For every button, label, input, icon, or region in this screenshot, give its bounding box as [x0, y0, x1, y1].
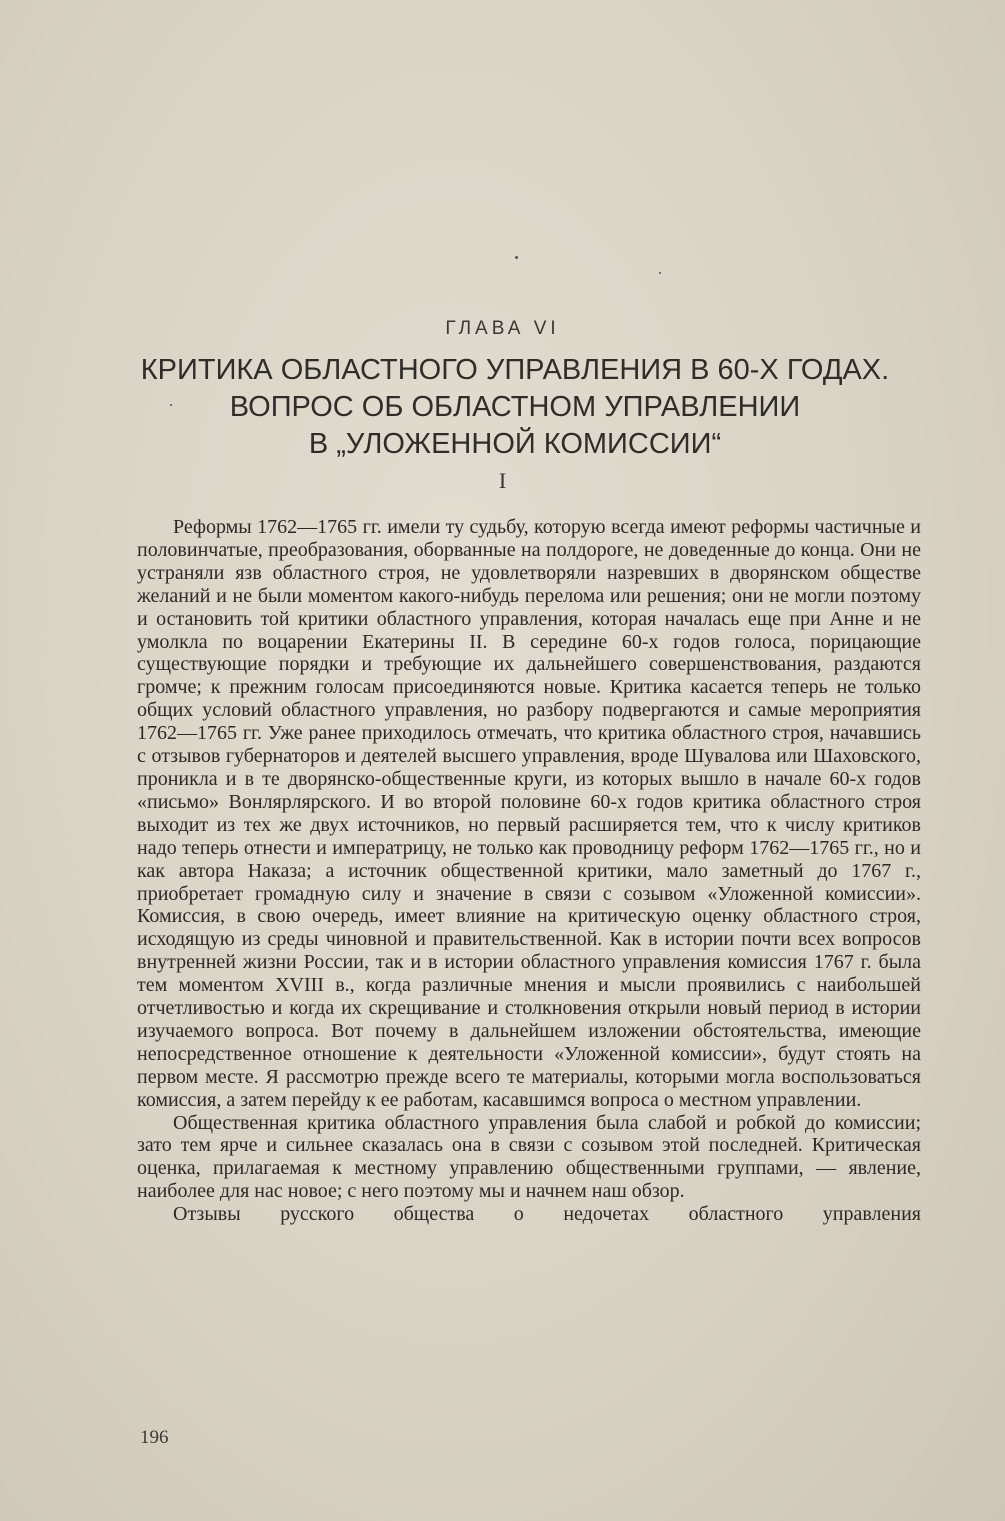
chapter-title [100, 352, 930, 463]
chapter-label: ГЛАВА VI [445, 318, 560, 339]
page-number: 196 [140, 1427, 169, 1448]
body-text [137, 516, 921, 1226]
print-speck [659, 272, 661, 274]
paragraph: Общественная критика областного управления была слабой и робкой до комиссии; зато тем ярче и сильнее сказалась она в связи с созывом этой последней. Критическая оценка, прилагаемая к местному управлению общественными группами, — явление, наиболее для нас новое; с него поэтому мы и начнем наш обзор. [137, 1111, 921, 1203]
chapter-title-line: КРИТИКА ОБЛАСТНОГО УПРАВЛЕНИЯ В 60-Х ГОДАХ. [140, 354, 890, 386]
paragraph: Реформы 1762—1765 гг. имели ту судьбу, которую всегда имеют реформы частичные и половинчатые, преобразования, оборванные на полдороге, не доведенные до конца. Они не устраняли язв областного строя, не удовлетворяли назревших в дворянском обществе желаний и не были моментом какого-нибудь перелома или решения; они не могли поэтому и остановить той критики областного управления, которая началась еще при Анне и не умолкла по воцарении Екатерины II. В середине 60-х годов голоса, порицающие существующие порядки и требующие их дальнейшего совершенствования, раздаются громче; к прежним голосам присоединяются новые. Критика касается теперь не только общих условий областного управления, но разбору подвергаются и самые мероприятия 1762—1765 гг. Уже ранее приходилось отмечать, что критика областного строя, начавшись с отзывов губернаторов и деятелей высшего управления, вроде Шувалова или Шаховского, проникла и в те дворянско-общественные круги, из которых вышло в начале 60-х годов «письмо» Вонлярлярского. И во второй половине 60-х годов критика областного строя выходит из тех же двух источников, но первый расширяется тем, что к числу критиков надо теперь отнести и императрицу, не только как проводницу реформ 1762—1765 гг., но и как автора Наказа; а источник общественной критики, мало заметный до 1767 г., приобретает громадную силу и значение в связи с созывом «Уложенной комиссии». Комиссия, в свою очередь, имеет влияние на критическую оценку областного строя, исходящую из среды чиновной и правительственной. Как в истории почти всех вопросов внутренней жизни России, так и в истории областного управления комиссия 1767 г. была тем моментом XVIII в., когда различные мнения и мысли проявились с наибольшей отчетливостью и когда их скрещивание и столкновения открыли новый период в истории изучаемого вопроса. Вот почему в дальнейшем изложении обстоятельства, имеющие непосредственное отношение к деятельности «Уложенной комиссии», будут стоять на первом месте. Я рассмотрю прежде всего те материалы, которыми могла воспользоваться комиссия, а затем перейду к ее работам, касавшимся вопроса о местном управлении. [137, 516, 921, 1111]
section-number: I [498, 468, 507, 493]
paragraph: Отзывы русского общества о недочетах областного управления [173, 1203, 921, 1226]
print-speck [515, 256, 518, 259]
chapter-title-line: В „УЛОЖЕННОЙ КОМИССИИ“ [308, 428, 722, 460]
chapter-title-line: ВОПРОС ОБ ОБЛАСТНОМ УПРАВЛЕНИИ [229, 391, 801, 423]
